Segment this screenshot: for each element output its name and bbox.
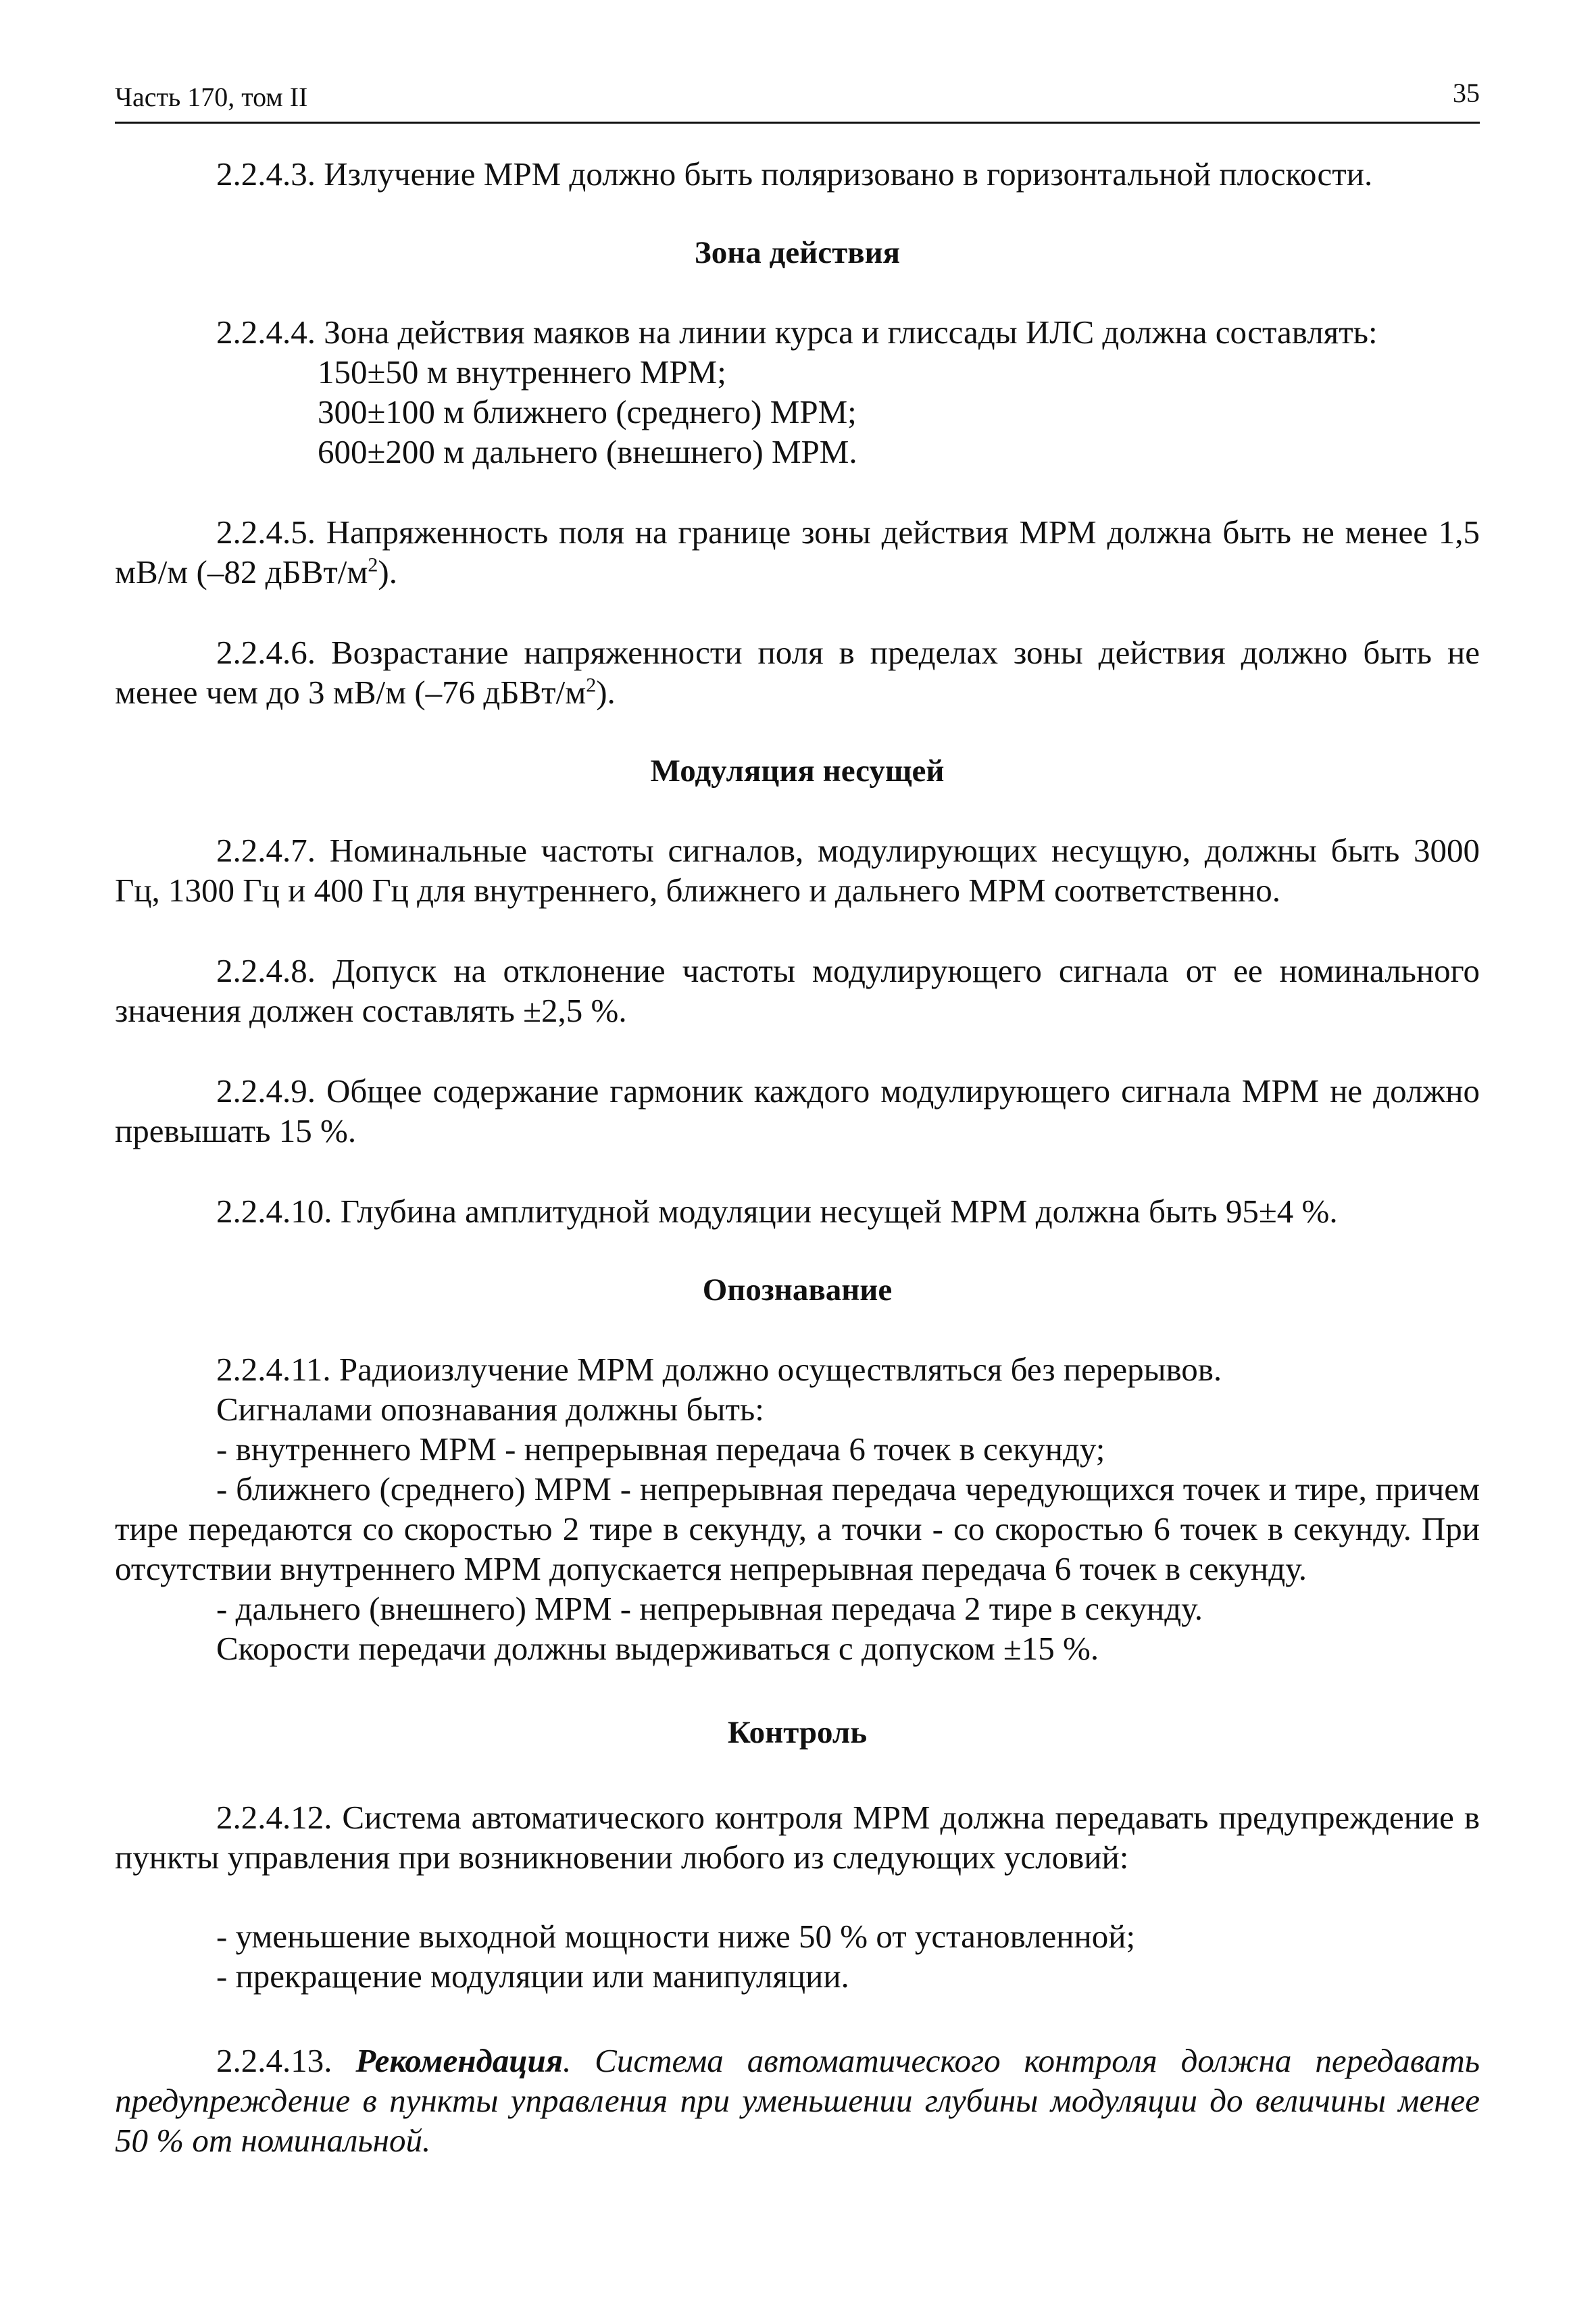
heading-zone: Зона действия [694,235,901,270]
clause-2-2-4-3: 2.2.4.3. Излучение МРМ должно быть поляризовано в горизонтальной плоскости. [216,155,1373,193]
ident-inner: - внутреннего МРМ - непрерывная передача 6 точек в секунду; [216,1430,1105,1468]
control-item-modulation: - прекращение модуляции или манипуляции. [216,1958,849,1995]
clause-2-2-4-11: 2.2.4.11. Радиоизлучение МРМ должно осуществляться без перерывов. [216,1351,1222,1388]
clause-2-2-4-8: 2.2.4.8. Допуск на отклонение частоты модулирующего сигнала от ее номинального значения должен составлять ±2,5 %. [115,952,1480,1029]
clause-2-2-4-13: 2.2.4.13. Рекомендация. Система автоматического контроля должна передавать предупреждение в пункты управления при уменьшении глубины модуляции до величины менее 50 % от номинальной. [115,2042,1480,2159]
running-header [115,78,1480,124]
clause-2-2-4-5: 2.2.4.5. Напряженность поля на границе зоны действия МРМ должна быть не менее 1,5 мВ/м (–82 дБВт/$м^2$). [115,514,1480,591]
zone-item-inner: 150±50 м внутреннего МРМ; [318,353,726,391]
clause-2-2-4-9: 2.2.4.9. Общее содержание гармоник каждого модулирующего сигнала МРМ не должно превышать 15 %. [115,1072,1480,1149]
header-part-volume: Часть 170, том II [115,82,308,112]
clause-2-2-4-7: 2.2.4.7. Номинальные частоты сигналов, модулирующих несущую, должны быть 3000 Гц, 1300 Гц и 400 Гц для внутреннего, ближнего и дальнего МРМ соответственно. [115,832,1480,909]
clause-2-2-4-10: 2.2.4.10. Глубина амплитудной модуляции несущей МРМ должна быть 95±4 %. [216,1193,1338,1230]
heading-control: Контроль [727,1715,868,1750]
clause-2-2-4-6: 2.2.4.6. Возрастание напряженности поля в пределах зоны действия должно быть не менее чем до 3 мВ/м (–76 дБВт/$м^2$). [115,634,1480,711]
clause-2-2-4-12: 2.2.4.12. Система автоматического контроля МРМ должна передавать предупреждение в пункты управления при возникновении любого из следующих условий: [115,1799,1480,1876]
ident-middle: - ближнего (среднего) МРМ - непрерывная передача чередующихся точек и тире, причем тире передаются со скоростью 2 тире в секунду, а точки - со скоростью 6 точек в секунду. При отсутствии внутреннего МРМ допускается непрерывная передача 6 точек в секунду. [115,1470,1480,1587]
heading-identification: Опознавание [702,1272,893,1308]
recommendation-label: Рекомендация [355,2042,564,2079]
ident-intro: Сигналами опознавания должны быть: [216,1391,764,1428]
clause-2-2-4-4: 2.2.4.4. Зона действия маяков на линии курса и глиссады ИЛС должна составлять: [216,314,1378,351]
ident-tolerance: Скорости передачи должны выдерживаться с допуском ±15 %. [216,1630,1099,1667]
zone-item-middle: 300±100 м ближнего (среднего) МРМ; [318,393,857,430]
heading-modulation: Модуляция несущей [650,753,945,789]
page-number: 35 [1453,78,1480,108]
ident-outer: - дальнего (внешнего) МРМ - непрерывная передача 2 тире в секунду. [216,1590,1203,1627]
document-body [115,154,1480,2160]
control-item-power: - уменьшение выходной мощности ниже 50 % от установленной; [216,1918,1136,1955]
zone-item-outer: 600±200 м дальнего (внешнего) МРМ. [318,433,857,470]
